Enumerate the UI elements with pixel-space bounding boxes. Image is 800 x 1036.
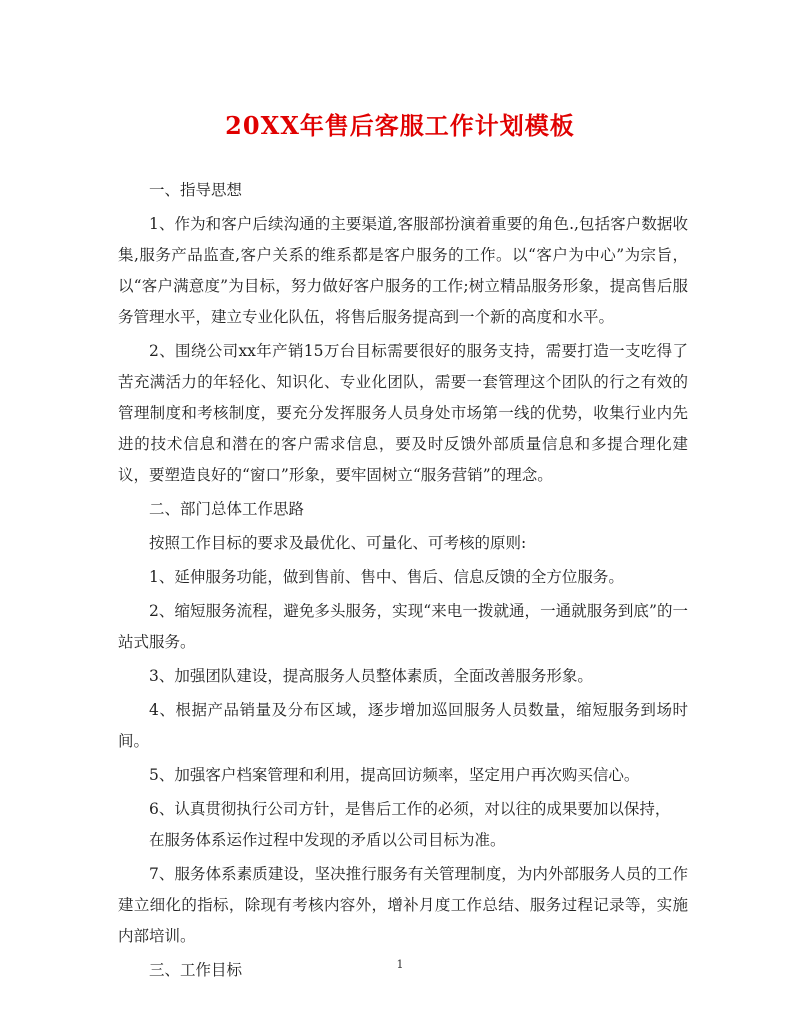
list-item-extend-service: 1、延伸服务功能，做到售前、售中、售后、信息反馈的全方位服务。 — [149, 568, 624, 586]
document-title: 20XX年售后客服工作计划模板 — [225, 111, 575, 140]
paragraph-sales-target-support: 2、围绕公司xx年产销15万台目标需要很好的服务支持，需要打造一支吃得了苦充满活力的年轻化、知识化、专业化团队，需要一套管理这个团队的行之有效的管理制度和考核制度，要充分发挥服务人员身处市场第一线的优势，收集行业内先进的技术信息和潜在的客户需求信息，要及时反馈外部质量信息和多提合理化建议，要塑造良好的“窗口”形象，要牢固树立“服务营销”的理念。 — [118, 342, 688, 484]
section-heading-work-goals: 三、工作目标 — [149, 961, 243, 979]
list-item-company-policy-continued: 在服务体系运作过程中发现的矛盾以公司目标为准。 — [149, 831, 506, 849]
paragraph-principles: 按照工作目标的要求及最优化、可量化、可考核的原则: — [149, 534, 527, 552]
list-item-shorten-process: 2、缩短服务流程，避免多头服务，实现“来电一拨就通，一通就服务到底”的一站式服务。 — [118, 602, 688, 651]
section-heading-guiding-thought: 一、指导思想 — [149, 181, 243, 199]
paragraph-customer-service-role: 1、作为和客户后续沟通的主要渠道,客服部扮演着重要的角色.,包括客户数据收集,服务产品监查,客户关系的维系都是客户服务的工作。以“客户为中心”为宗旨，以“客户满意度”为目标，努力做好客户服务的工作;树立精品服务形象，提高售后服务管理水平，建立专业化队伍，将售后服务提高到一个新的高度和水平。 — [118, 215, 688, 326]
list-item-customer-records: 5、加强客户档案管理和利用，提高回访频率，坚定用户再次购买信心。 — [149, 766, 640, 784]
section-heading-department-approach: 二、部门总体工作思路 — [149, 500, 305, 518]
list-item-company-policy: 6、认真贯彻执行公司方针，是售后工作的必须，对以往的成果要加以保持， — [149, 800, 671, 818]
list-item-team-building: 3、加强团队建设，提高服务人员整体素质，全面改善服务形象。 — [149, 667, 593, 685]
list-item-quality-building: 7、服务体系素质建设，坚决推行服务有关管理制度，为内外部服务人员的工作建立细化的指标，除现有考核内容外，增补月度工作总结、服务过程记录等，实施内部培训。 — [118, 865, 688, 945]
page-number: 1 — [396, 958, 404, 971]
list-item-regional-service: 4、根据产品销量及分布区域，逐步增加巡回服务人员数量，缩短服务到场时间。 — [118, 701, 688, 750]
document-body — [118, 175, 688, 986]
